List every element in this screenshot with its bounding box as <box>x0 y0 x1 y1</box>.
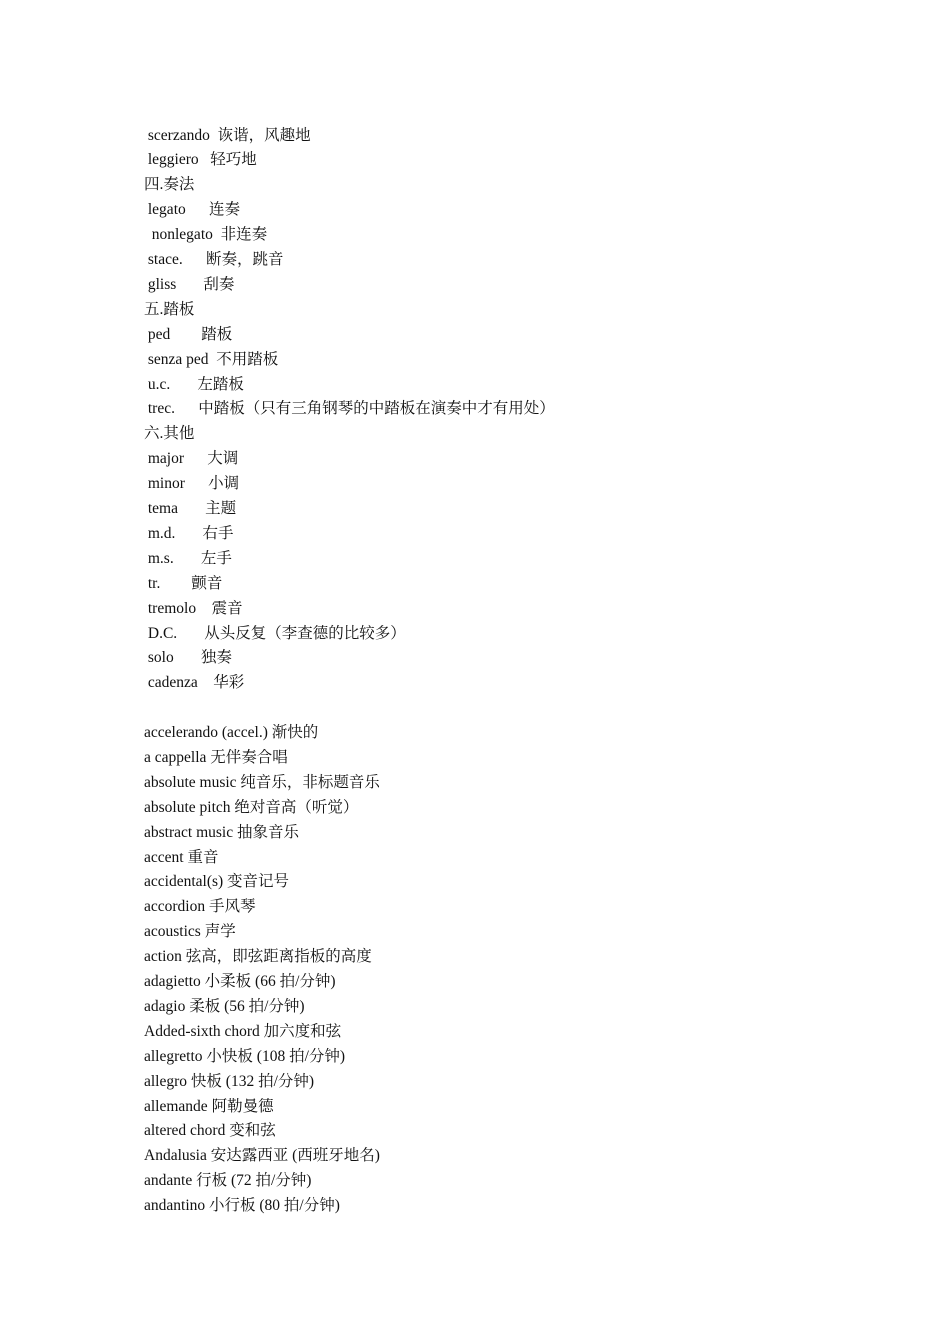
term-line: m.s. 左手 <box>144 549 232 567</box>
glossary-entry: absolute music 纯音乐，非标题音乐 <box>144 773 380 791</box>
term-line: tema 主题 <box>144 500 237 517</box>
term-line: senza ped 不用踏板 <box>144 350 279 368</box>
glossary-entry: action 弦高，即弦距离指板的高度 <box>144 948 372 966</box>
term-line: cadenza 华彩 <box>144 674 245 692</box>
term-line: legato 连奏 <box>144 201 240 219</box>
glossary-entry: adagietto 小柔板 (66 拍/分钟) <box>144 973 336 990</box>
term-line: leggiero 轻巧地 <box>144 151 257 169</box>
glossary-entry: allegro 快板 (132 拍/分钟) <box>144 1072 315 1090</box>
term-line: u.c. 左踏板 <box>144 375 244 393</box>
glossary-entry: a cappella 无伴奏合唱 <box>144 748 288 766</box>
term-line: scerzando 诙谐，风趣地 <box>144 126 311 144</box>
term-line: D.C. 从头反复（李查德的比较多） <box>144 624 406 642</box>
term-line: gliss 刮奏 <box>144 275 235 293</box>
term-line: minor 小调 <box>144 475 240 493</box>
glossary-entry: allemande 阿勒曼德 <box>144 1097 274 1115</box>
glossary-entry: accent 重音 <box>144 848 219 866</box>
glossary-entry: altered chord 变和弦 <box>144 1122 276 1140</box>
term-line: major 大调 <box>144 450 239 468</box>
glossary-entry: Andalusia 安达露西亚 (西班牙地名) <box>144 1147 380 1165</box>
term-line: tremolo 震音 <box>144 599 243 617</box>
term-line: 五.踏板 <box>144 300 195 318</box>
glossary-entry: Added-sixth chord 加六度和弦 <box>144 1022 342 1040</box>
term-line: tr. 颤音 <box>144 574 223 592</box>
glossary-entry: andante 行板 (72 拍/分钟) <box>144 1172 312 1190</box>
glossary-entry: adagio 柔板 (56 拍/分钟) <box>144 997 305 1015</box>
glossary-entry: accordion 手风琴 <box>144 898 256 916</box>
term-line: 六.其他 <box>144 425 195 443</box>
glossary-entry: acoustics 声学 <box>144 923 236 941</box>
glossary-entry: andantino 小行板 (80 拍/分钟) <box>144 1197 340 1215</box>
glossary-entry: allegretto 小快板 (108 拍/分钟) <box>144 1047 346 1065</box>
glossary-entry: accidental(s) 变音记号 <box>144 873 290 891</box>
term-line: stace. 断奏，跳音 <box>144 251 284 268</box>
glossary-entry: accelerando (accel.) 渐快的 <box>144 724 319 741</box>
term-line: trec. 中踏板（只有三角钢琴的中踏板在演奏中才有用处） <box>144 400 555 418</box>
glossary-entry: absolute pitch 绝对音高（听觉） <box>144 798 359 816</box>
term-line: solo 独奏 <box>144 649 232 667</box>
term-line: m.d. 右手 <box>144 524 234 542</box>
term-line: nonlegato 非连奏 <box>144 226 268 244</box>
term-line: ped 踏板 <box>144 325 233 343</box>
glossary-entry: abstract music 抽象音乐 <box>144 823 299 841</box>
term-line: 四.奏法 <box>144 176 195 194</box>
